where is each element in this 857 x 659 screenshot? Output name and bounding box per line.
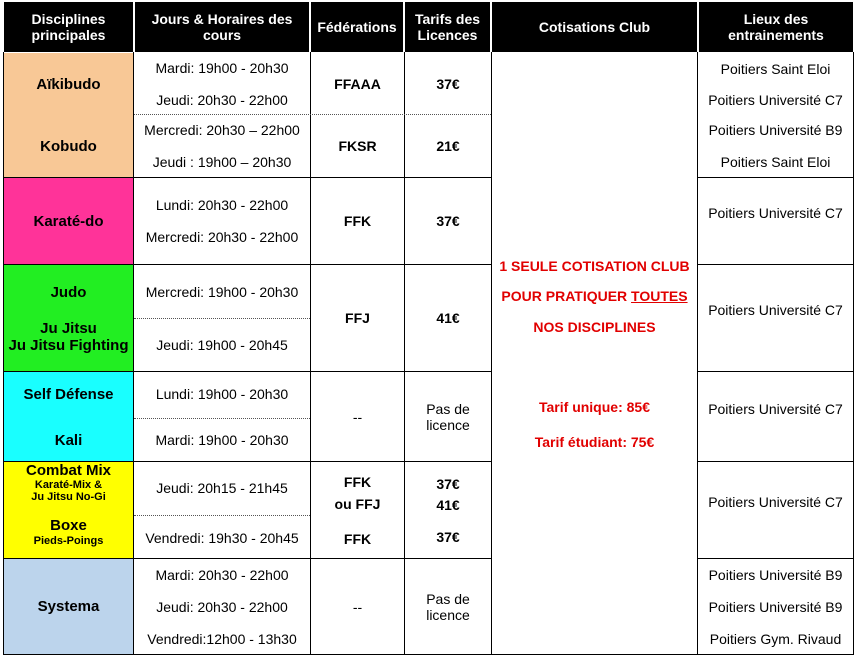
discipline-combatmix: Combat Mix <box>25 462 111 479</box>
federation-selfdefense: -- <box>352 409 363 425</box>
schedule-karate-1: Lundi: 20h30 - 22h00 <box>155 197 289 213</box>
lieu-aikibudo-1: Poitiers Saint Eloi <box>720 61 831 77</box>
tarif-karate: 37€ <box>436 213 460 229</box>
lieu-karate: Poitiers Université C7 <box>708 205 843 221</box>
discipline-selfdefense: Self Défense <box>23 385 114 403</box>
federation-combatmix-1: FFK <box>343 474 372 490</box>
lieu-systema-3: Poitiers Gym. Rivaud <box>709 631 842 647</box>
discipline-kobudo: Kobudo <box>40 137 97 155</box>
schedule-selfdefense-2: Mardi: 19h00 - 20h30 <box>155 432 289 448</box>
schedule-aikibudo-2: Jeudi: 20h30 - 22h00 <box>156 92 288 108</box>
header-disciplines: Disciplines principales <box>4 2 133 52</box>
cotisation-line2 <box>492 286 697 306</box>
schedule-systema-2: Jeudi: 20h30 - 22h00 <box>156 599 288 615</box>
federation-karate: FFK <box>343 213 372 229</box>
tarif-aikibudo: 37€ <box>436 76 460 92</box>
discipline-karate: Karaté-do <box>33 212 104 230</box>
discipline-systema: Systema <box>37 598 100 615</box>
lieu-kobudo-2: Poitiers Saint Eloi <box>720 154 831 170</box>
schedule-kobudo-2: Jeudi : 19h00 – 20h30 <box>152 154 292 170</box>
tarif-selfdefense: Pas de licence <box>426 401 470 433</box>
cotisation-line1: 1 SEULE COTISATION CLUB <box>499 258 690 274</box>
discipline-jujitsu: Ju Jitsu <box>40 320 97 337</box>
tarif-kobudo: 21€ <box>436 138 460 154</box>
schedule-selfdefense-1: Lundi: 19h00 - 20h30 <box>155 386 289 402</box>
header-cotisations: Cotisations Club <box>492 2 697 52</box>
schedule-combatmix-2: Vendredi: 19h30 - 20h45 <box>145 530 299 546</box>
lieu-selfdefense: Poitiers Université C7 <box>708 401 843 417</box>
discipline-combatmix-sub1: Karaté-Mix & <box>34 479 103 491</box>
federation-systema: -- <box>352 599 363 615</box>
schedule-judo-2: Jeudi: 19h00 - 20h45 <box>156 337 288 353</box>
lieu-systema-1: Poitiers Université B9 <box>708 567 843 583</box>
lieu-aikibudo-2: Poitiers Université C7 <box>708 92 843 108</box>
lieu-judo: Poitiers Université C7 <box>708 302 843 318</box>
schedule-aikibudo-1: Mardi: 19h00 - 20h30 <box>155 60 289 76</box>
schedule-combatmix-1: Jeudi: 20h15 - 21h45 <box>156 480 288 496</box>
tarif-combatmix-2: 41€ <box>436 497 460 513</box>
discipline-jujitsu-fighting: Ju Jitsu Fighting <box>8 337 129 354</box>
discipline-boxe: Boxe <box>50 517 87 534</box>
header-lieux: Lieux des entrainements <box>699 2 853 52</box>
tarif-combatmix-1: 37€ <box>436 476 460 492</box>
schedule-systema-3: Vendredi:12h00 - 13h30 <box>147 631 297 647</box>
lieu-systema-2: Poitiers Université B9 <box>708 599 843 615</box>
discipline-kali: Kali <box>54 431 83 449</box>
header-federations: Fédérations <box>311 2 403 52</box>
cotisation-line2-emphasis: TOUTES <box>631 288 688 304</box>
header-horaires: Jours & Horaires des cours <box>135 2 309 52</box>
schedule-kobudo-1: Mercredi: 20h30 – 22h00 <box>144 122 300 138</box>
schedule-karate-2: Mercredi: 20h30 - 22h00 <box>145 229 299 245</box>
lieu-combatmix: Poitiers Université C7 <box>708 494 843 510</box>
cotisation-line3: NOS DISCIPLINES <box>533 319 656 335</box>
tarif-judo: 41€ <box>436 310 460 326</box>
federation-aikibudo: FFAAA <box>334 76 381 92</box>
federation-combatmix-2: ou FFJ <box>334 496 381 512</box>
lieu-kobudo-1: Poitiers Université B9 <box>708 122 843 138</box>
judo-cell <box>4 265 133 371</box>
cotisation-tarif-unique: Tarif unique: 85€ <box>539 399 650 415</box>
discipline-combatmix-sub2: Ju Jitsu No-Gi <box>31 491 106 503</box>
discipline-boxe-sub: Pieds-Poings <box>33 534 104 547</box>
tarif-systema: Pas de licence <box>426 591 470 623</box>
federation-kobudo: FKSR <box>338 138 377 154</box>
discipline-judo: Judo <box>50 283 87 301</box>
federation-boxe: FFK <box>343 531 372 547</box>
tarif-boxe: 37€ <box>436 529 460 545</box>
cotisation-line2-text: POUR PRATIQUER <box>501 288 632 304</box>
header-tarifs: Tarifs des Licences <box>405 2 490 52</box>
schedule-judo-1: Mercredi: 19h00 - 20h30 <box>145 284 299 300</box>
federation-judo: FFJ <box>345 310 370 326</box>
schedule-systema-1: Mardi: 20h30 - 22h00 <box>155 567 289 583</box>
discipline-aikibudo: Aïkibudo <box>36 75 101 93</box>
cotisation-tarif-etudiant: Tarif étudiant: 75€ <box>534 434 655 450</box>
